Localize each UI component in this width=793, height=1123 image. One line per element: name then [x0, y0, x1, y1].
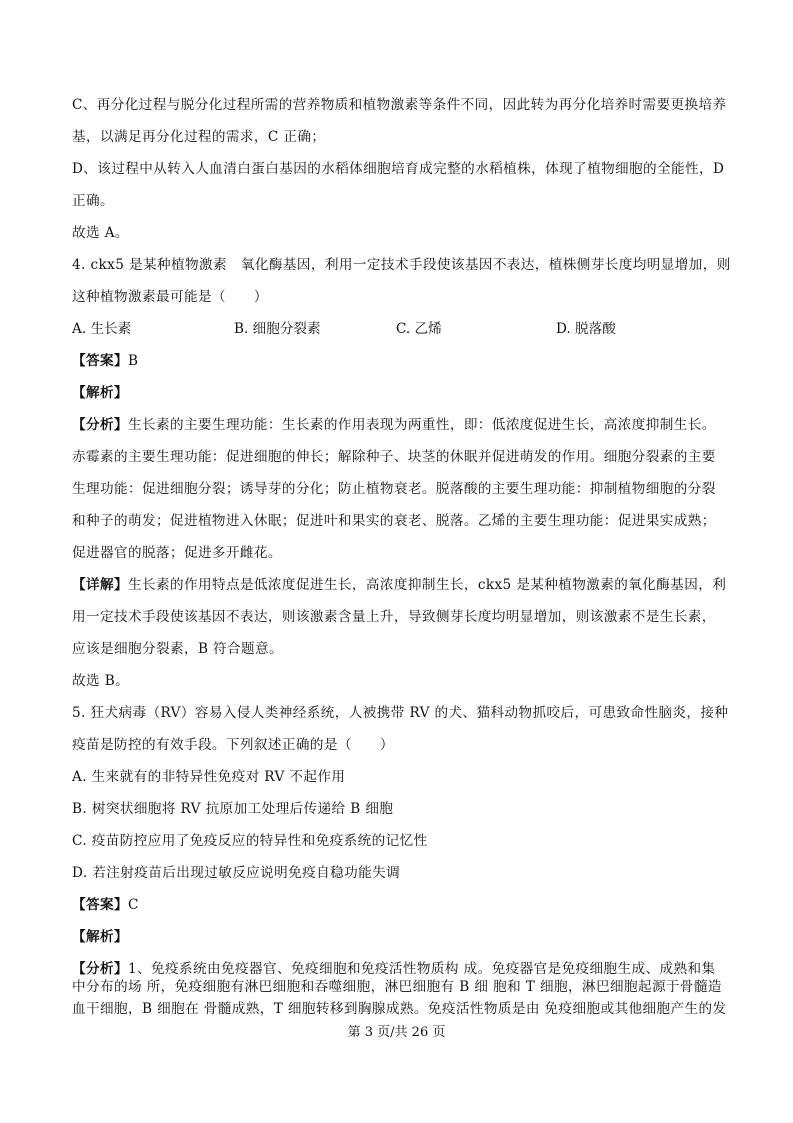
q5-answer — [72, 896, 139, 914]
q5-option-a: A. 生来就有的非特异性免疫对 RV 不起作用 — [72, 769, 346, 785]
q4-option-b: B. 细胞分裂素 — [234, 321, 321, 337]
q5-stem-line-1: 5. 狂犬病毒（RV）容易入侵人类神经系统，人被携带 RV 的犬、猫科动物抓咬后，可患致命性脑炎，接种 — [72, 705, 729, 721]
q4-detail-line-1-text: 生长素的作用特点是低浓度促进生长，高浓度抑制生长，ckx5 是某种植物激素的氧化酶基因，利 — [127, 577, 727, 593]
q4-analysis-line-1-text: 生长素的主要生理功能：生长素的作用表现为两重性，即：低浓度促进生长，高浓度抑制生长。 — [127, 417, 716, 433]
q5-analysis-line-1 — [72, 960, 716, 978]
q4-analysis-line-5: 促进器官的脱落；促进多开雌花。 — [72, 545, 282, 561]
q5-option-d: D. 若注射疫苗后出现过敏反应说明免疫自稳功能失调 — [72, 865, 401, 881]
q4-answer-value: B — [127, 353, 139, 369]
q5-stem-line-2: 疫苗是防控的有效手段。下列叙述正确的是（ ） — [72, 737, 394, 753]
q4-stem-line-1: 4. ckx5 是某种植物激素 氧化酶基因，利用一定技术手段使该基因不表达，植株侧芽长度均明显增加，则 — [72, 257, 731, 273]
q4-analysis-line-2: 赤霉素的主要生理功能：促进细胞的伸长；解除种子、块茎的休眠并促进萌发的作用。细胞分裂素的主要 — [72, 449, 716, 465]
q3-option-c-line-1: C、再分化过程与脱分化过程所需的营养物质和植物激素等条件不同，因此转为再分化培养时需要更换培养 — [72, 97, 727, 113]
page-footer: 第 3 页/共 26 页 — [347, 1025, 446, 1040]
q4-detail-line-2: 用一定技术手段使该基因不表达，则该激素含量上升，导致侧芽长度均明显增加，则该激素不是生长素， — [72, 609, 716, 625]
q4-answer-label: 【答案】 — [72, 353, 128, 369]
q4-option-a: A. 生长素 — [72, 321, 132, 337]
q4-analysis-label: 【分析】 — [72, 417, 128, 433]
q4-detail-line-1 — [72, 576, 726, 594]
q4-analysis-line-3: 生理功能：促进细胞分裂；诱导芽的分化；防止植物衰老。脱落酸的主要生理功能：抑制植物细胞的分裂 — [72, 481, 716, 497]
q4-option-c: C. 乙烯 — [396, 321, 442, 337]
q3-conclusion: 故选 A。 — [72, 225, 129, 241]
q5-option-b: B. 树突状细胞将 RV 抗原加工处理后传递给 B 细胞 — [72, 801, 394, 817]
q5-analysis-line-2: 中分布的场 所，免疫细胞有淋巴细胞和吞噬细胞，淋巴细胞有 B 细 胞和 T 细胞，淋巴细胞起源于骨髓造 — [72, 979, 722, 995]
q5-analysis-line-1-text: 1、免疫系统由免疫器官、免疫细胞和免疫活性物质构 成。免疫器官是免疫细胞生成、成熟和集 — [127, 961, 716, 977]
q3-option-d-line-2: 正确。 — [72, 193, 114, 209]
q4-option-d: D. 脱落酸 — [556, 321, 616, 337]
q5-analysis-label: 【分析】 — [72, 961, 128, 977]
q4-stem-line-2: 这种植物激素最可能是（ ） — [72, 289, 268, 305]
q5-option-c: C. 疫苗防控应用了免疫反应的特异性和免疫系统的记忆性 — [72, 833, 428, 849]
q3-option-d-line-1: D、该过程中从转入人血清白蛋白基因的水稻体细胞培育成完整的水稻植株，体现了植物细胞的全能性，D — [72, 161, 725, 177]
q4-answer — [72, 352, 138, 370]
q4-analysis-heading: 【解析】 — [72, 385, 128, 401]
q4-detail-label: 【详解】 — [72, 577, 128, 593]
q5-answer-value: C — [127, 897, 139, 913]
q4-analysis-line-4: 和种子的萌发；促进植物进入休眠；促进叶和果实的衰老、脱落。乙烯的主要生理功能：促进果实成熟； — [72, 513, 716, 529]
q4-conclusion: 故选 B。 — [72, 673, 130, 689]
q4-detail-line-3: 应该是细胞分裂素，B 符合题意。 — [72, 641, 284, 657]
q3-option-c-line-2: 基，以满足再分化过程的需求，C 正确； — [72, 129, 326, 145]
q5-analysis-line-3: 血干细胞，B 细胞在 骨髓成熟，T 细胞转移到胸腺成熟。免疫活性物质是由 免疫细胞或其他细胞产生的发 — [72, 1001, 727, 1017]
q5-answer-label: 【答案】 — [72, 897, 128, 913]
q5-analysis-heading: 【解析】 — [72, 929, 128, 945]
q4-analysis-line-1 — [72, 416, 716, 434]
